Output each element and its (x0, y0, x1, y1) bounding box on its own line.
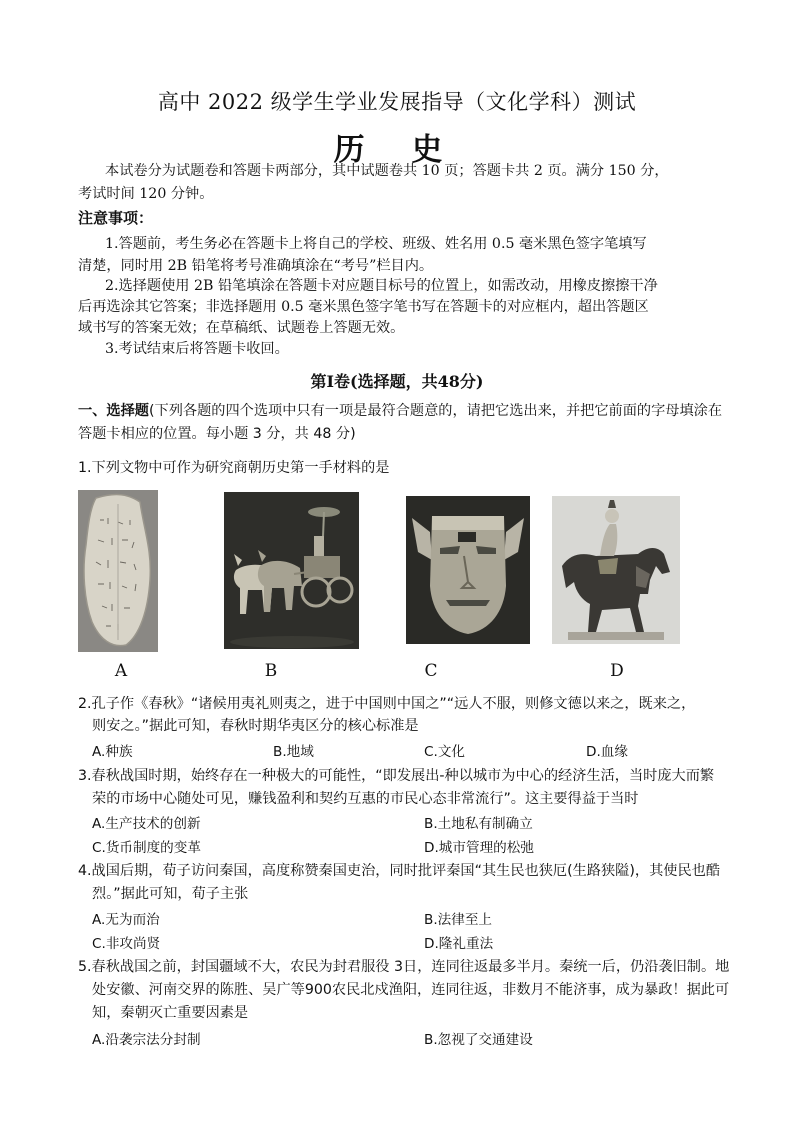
notice-heading: 注意事项： (78, 209, 154, 227)
section-heading (78, 399, 722, 423)
question-1-stem: 1.下列文物中可作为研究商朝历史第一手材料的是 (78, 460, 390, 476)
question-5-stem: 处安徽、河南交界的陈胜、吴广等900农民北戍渔阳，连同往返，非数月不能济事，成为暴政！据此可 (92, 982, 730, 998)
notice-line: 域书写的答案无效；在草稿纸、试题卷上答题无效。 (78, 320, 405, 336)
image-label-b: B (264, 661, 278, 681)
notice-line: 清楚，同时用 2B 铅笔将考号准确填涂在“考号”栏目内。 (78, 258, 434, 274)
image-label-c: C (424, 661, 438, 681)
option-a: A.沿袭宗法分封制 (92, 1032, 201, 1048)
subject-title: 历 史 (333, 132, 461, 168)
option-c: C.货币制度的变革 (92, 840, 201, 856)
option-a: A.生产技术的创新 (92, 816, 201, 832)
option-d: D.城市管理的松弛 (424, 840, 534, 856)
option-b: B.地域 (273, 744, 314, 760)
exam-title: 高中 2022 级学生学业发展指导（文化学科）测试 (157, 90, 637, 114)
option-b: B.土地私有制确立 (424, 816, 533, 832)
image-label-d: D (610, 661, 624, 681)
option-d: D.隆礼重法 (424, 936, 494, 952)
intro-line-2: 考试时间 120 分钟。 (78, 186, 214, 202)
question-5-stem: 5.春秋战国之前，封国疆域不大，农民为封君服役 3日，连同往返最多半月。秦统一后，仍沿袭旧制。地 (78, 959, 730, 975)
section-heading-bold: 选择题 (106, 403, 149, 419)
question-3-stem: 荣的市场中心随处可见，赚钱盈利和契约互惠的市民心态非常流行”。这主要得益于当时 (92, 791, 639, 807)
notice-line: 3.考试结束后将答题卡收回。 (105, 341, 289, 357)
bronze-chariot-icon (224, 492, 359, 649)
notice-line: 1.答题前，考生务必在答题卡上将自己的学校、班级、姓名用 0.5 毫米黑色签字笔填写 (105, 236, 647, 252)
option-b: B.法律至上 (424, 912, 493, 928)
option-c: C.文化 (424, 744, 466, 760)
intro-line-1: 本试卷分为试题卷和答题卡两部分，其中试题卷共 10 页；答题卡共 2 页。满分 150 分， (105, 163, 669, 179)
option-a: A.无为而治 (92, 912, 160, 928)
section-heading-rest: (下列各题的四个选项中只有一项是最符合题意的，请把它选出来，并把它前面的字母填涂在 (148, 403, 723, 419)
question-4-stem: 4.战国后期，荀子访问秦国，高度称赞秦国吏治，同时批评秦国“其生民也狭厄(生路狭隘)，其使民也酷 (78, 863, 721, 879)
option-a: A.种族 (92, 744, 133, 760)
question-5-stem: 知，秦朝灭亡重要因素是 (92, 1005, 249, 1021)
oracle-bone-icon (78, 490, 158, 652)
option-b: B.忽视了交通建设 (424, 1032, 533, 1048)
option-c: C.非攻尚贤 (92, 936, 161, 952)
tang-horse-rider-icon (552, 496, 680, 644)
question-2-stem: 则安之。”据此可知，春秋时期华夷区分的核心标准是 (92, 718, 419, 734)
notice-line: 2.选择题使用 2B 铅笔填涂在答题卡对应题目标号的位置上，如需改动，用橡皮擦擦干净 (105, 278, 658, 294)
section-title: 第Ⅰ卷(选择题，共48分) (310, 372, 484, 391)
section-heading-prefix: 一、 (78, 403, 107, 419)
question-2-stem: 2.孔子作《春秋》“诸候用夷礼则夷之，进于中国则中国之”“远人不服，则修文德以来之，既来之， (78, 696, 696, 712)
notice-line: 后再选涂其它答案；非选择题用 0.5 毫米黑色签字笔书写在答题卡的对应框内，超出答题区 (78, 299, 649, 315)
option-d: D.血缘 (586, 744, 628, 760)
question-3-stem: 3.春秋战国时期，始终存在一种极大的可能性，“即发展出-种以城市为中心的经济生活，当时庞大而繁 (78, 768, 715, 784)
question-4-stem: 烈。”据此可知，荀子主张 (92, 886, 249, 902)
bronze-mask-icon (406, 496, 530, 644)
image-label-a: A (114, 661, 128, 681)
section-heading-line-2: 答题卡相应的位置。每小题 3 分，共 48 分) (78, 426, 356, 442)
